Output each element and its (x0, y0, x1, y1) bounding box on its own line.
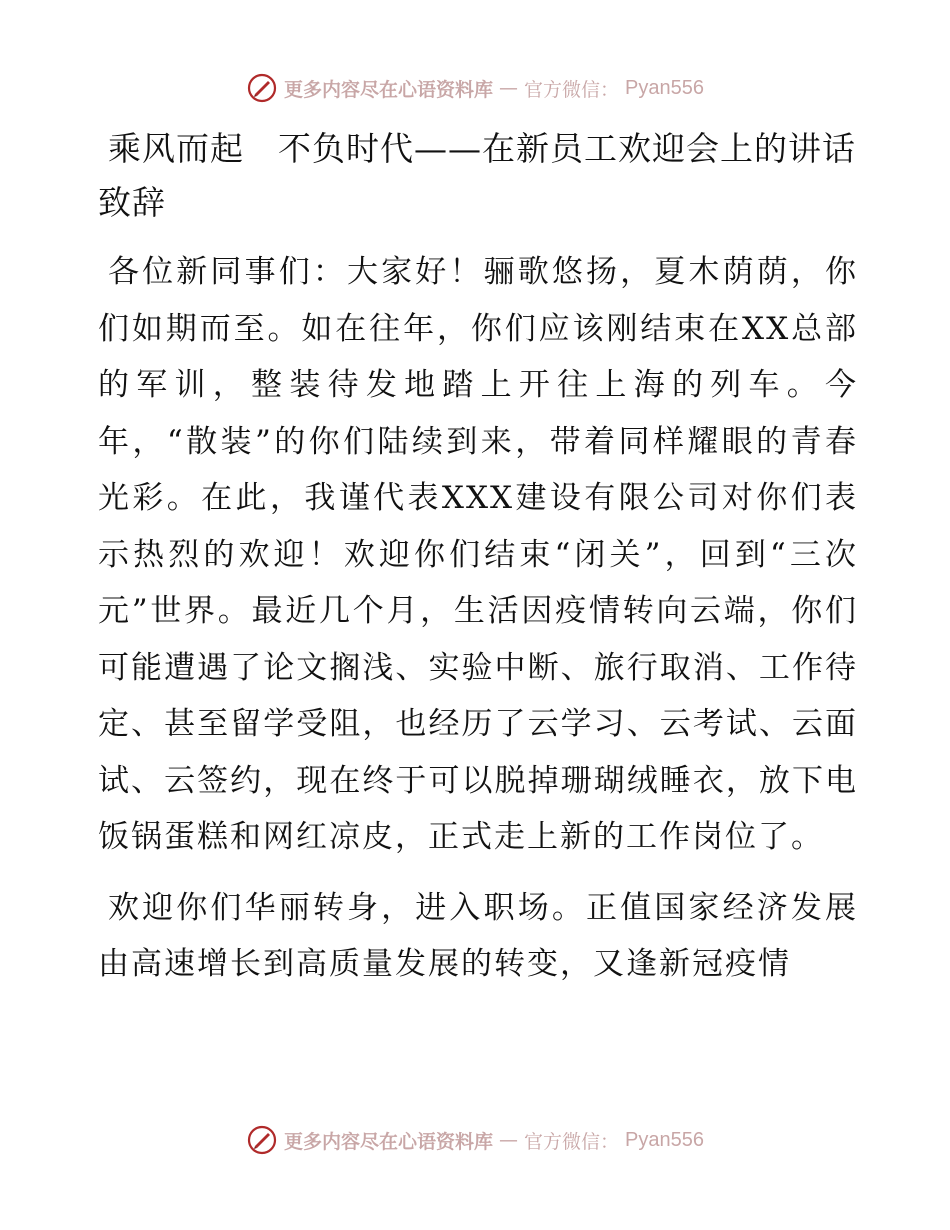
banner-wechat-label: 官方微信： (524, 78, 620, 101)
document-body (98, 122, 858, 1007)
banner-separator: — (499, 1129, 519, 1151)
banner-wechat-label: 官方微信： (524, 1130, 620, 1153)
logo-icon (246, 1124, 278, 1156)
banner-brand-text: 更多内容尽在心语资料库 (284, 78, 494, 101)
logo-icon (246, 72, 278, 104)
paragraph: 欢迎你们华丽转身，进入职场。正值国家经济发展由高速增长到高质量发展的转变，又逢新冠疫情 (98, 889, 858, 982)
banner-brand-text: 更多内容尽在心语资料库 (284, 1130, 494, 1153)
banner-wechat-id: Pyan556 (625, 76, 704, 99)
document-title: 乘风而起 不负时代——在新员工欢迎会上的讲话致辞 (98, 129, 856, 222)
banner-wechat-id: Pyan556 (625, 1128, 704, 1151)
header-banner (0, 68, 950, 108)
banner-separator: — (499, 77, 519, 99)
paragraph: 各位新同事们：大家好！骊歌悠扬，夏木荫荫，你们如期而至。如在往年，你们应该刚结束在XX总部的军训，整装待发地踏上开往上海的列车。今年，“散装”的你们陆续到来，带着同样耀眼的青春光彩。在此，我谨代表XXX建设有限公司对你们表示热烈的欢迎！欢迎你们结束“闭关”，回到“三次元”世界。最近几个月，生活因疫情转向云端，你们可能遭遇了论文搁浅、实验中断、旅行取消、工作待定、甚至留学受阻，也经历了云学习、云考试、云面试、云签约，现在终于可以脱掉珊瑚绒睡衣，放下电饭锅蛋糕和网红凉皮，正式走上新的工作岗位了。 (98, 254, 858, 855)
footer-banner (0, 1120, 950, 1160)
